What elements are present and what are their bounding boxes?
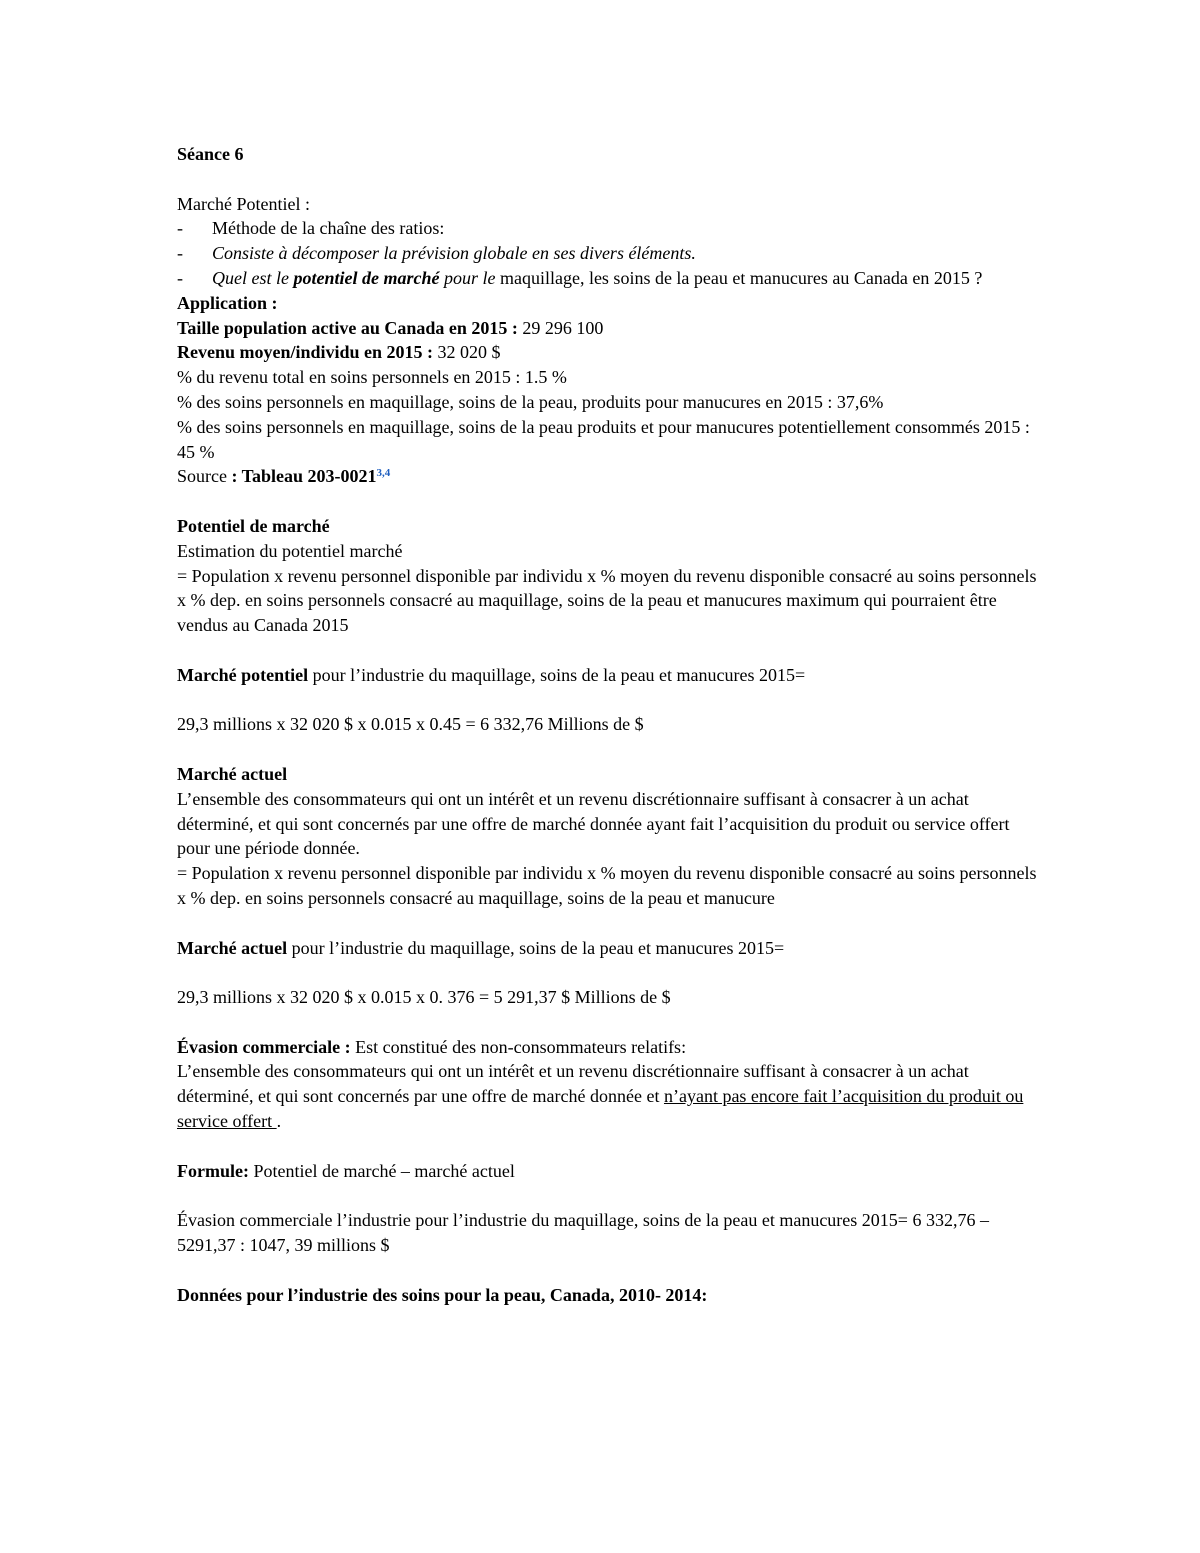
evasion-heading: Évasion commerciale : xyxy=(177,1036,351,1057)
formule-label: Formule: xyxy=(177,1160,249,1181)
donnees-heading: Données pour l’industrie des soins pour la peau, Canada, 2010- 2014: xyxy=(177,1284,708,1305)
revenu-label: Revenu moyen/individu en 2015 : xyxy=(177,342,434,363)
bullet-text: Consiste à décomposer la prévision globale en ses divers éléments. xyxy=(212,243,696,264)
marche-potentiel-heading: Marché Potentiel : xyxy=(177,193,310,214)
revenu-line xyxy=(177,340,1037,365)
actuel-heading: Marché actuel xyxy=(177,763,288,784)
spacer xyxy=(177,638,1037,663)
actuel-formula: = Population x revenu personnel disponible par individu x % moyen du revenu disponible consacré au soins personnels x % dep. en soins personnels consacré au maquillage, soins de la peau et manucure xyxy=(177,863,1037,908)
spacer xyxy=(177,737,1037,762)
marche-potentiel-line xyxy=(177,663,1037,688)
estimation-line: Estimation du potentiel marché xyxy=(177,540,403,561)
list-item-methode xyxy=(177,216,1037,241)
bullet-dash: - xyxy=(177,267,183,288)
application-heading: Application : xyxy=(177,292,278,313)
population-line xyxy=(177,316,1037,341)
potentiel-formula: = Population x revenu personnel disponible par individu x % moyen du revenu disponible consacré au soins personnels x % dep. en soins personnels consacré au maquillage, soins de la peau et manucures maximum qui pourraient être vendus au Canada 2015 xyxy=(177,565,1037,636)
spacer xyxy=(177,688,1037,713)
marche-potentiel-rest: pour l’industrie du maquillage, soins de la peau et manucures 2015= xyxy=(308,664,806,685)
evasion-definition xyxy=(177,1059,1037,1133)
source-line xyxy=(177,464,1037,489)
actuel-calculation: 29,3 millions x 32 020 $ x 0.015 x 0. 376 = 5 291,37 $ Millions de $ xyxy=(177,987,671,1008)
footnote-link[interactable]: 3,4 xyxy=(376,467,391,480)
list-item-question xyxy=(177,266,1037,291)
pct-revenu-line: % du revenu total en soins personnels en 2015 : 1.5 % xyxy=(177,367,567,388)
pct-potentiel-line: % des soins personnels en maquillage, soins de la peau produits et pour manucures potentiellement consommés 2015 : 45 % xyxy=(177,416,1030,462)
bullet-text: Méthode de la chaîne des ratios: xyxy=(212,218,445,239)
marche-potentiel-bold: Marché potentiel xyxy=(177,664,309,685)
bullet-dash: - xyxy=(177,243,183,264)
potentiel-heading: Potentiel de marché xyxy=(177,515,330,536)
list-item-consiste xyxy=(177,241,1037,266)
spacer xyxy=(177,1183,1037,1208)
question-bold-term: potentiel de marché xyxy=(293,267,440,288)
bullet-dash: - xyxy=(177,218,183,239)
spacer xyxy=(177,960,1037,985)
formule-rest: Potentiel de marché – marché actuel xyxy=(248,1160,515,1181)
spacer xyxy=(177,167,1037,192)
actuel-definition: L’ensemble des consommateurs qui ont un intérêt et un revenu discrétionnaire suffisant à consacrer à un achat déterminé, et qui sont concernés par une offre de marché donnée ayant fait l’acquisition du produit ou service offert pour une période donnée. xyxy=(177,788,1010,859)
marche-actuel-bold: Marché actuel xyxy=(177,937,288,958)
evasion-heading-line xyxy=(177,1035,1037,1060)
evasion-definition-end: . xyxy=(276,1111,282,1132)
spacer xyxy=(177,911,1037,936)
population-label: Taille population active au Canada en 2015 : xyxy=(177,317,518,338)
evasion-definition-start: L’ensemble des consommateurs qui ont un intérêt et un revenu discrétionnaire suffisant à consacrer à un achat déterminé, et qui sont concernés par une offre de marché donnée et xyxy=(177,1061,969,1107)
potentiel-calculation: 29,3 millions x 32 020 $ x 0.015 x 0.45 = 6 332,76 Millions de $ xyxy=(177,714,644,735)
question-italic-mid: pour le xyxy=(439,267,496,288)
pct-soins-line: % des soins personnels en maquillage, soins de la peau, produits pour manucures en 2015 : 37,6% xyxy=(177,391,884,412)
spacer xyxy=(177,1134,1037,1159)
revenu-value: 32 020 $ xyxy=(433,342,501,363)
document-body xyxy=(177,142,1037,1307)
evasion-calculation: Évasion commerciale l’industrie pour l’industrie du maquillage, soins de la peau et manucures 2015= 6 332,76 – 5291,37 : 1047, 39 millions $ xyxy=(177,1210,989,1256)
evasion-heading-rest: Est constitué des non-consommateurs relatifs: xyxy=(350,1036,687,1057)
formule-line xyxy=(177,1159,1037,1184)
population-value: 29 296 100 xyxy=(517,317,604,338)
spacer xyxy=(177,489,1037,514)
marche-actuel-rest: pour l’industrie du maquillage, soins de la peau et manucures 2015= xyxy=(287,937,785,958)
source-table: Tableau 203-0021 xyxy=(241,466,377,487)
source-colon: : xyxy=(231,466,242,487)
question-italic-start: Quel est le xyxy=(212,267,294,288)
source-label: Source xyxy=(177,466,232,487)
spacer xyxy=(177,1258,1037,1283)
bullet-text xyxy=(212,266,1037,291)
question-rest: maquillage, les soins de la peau et manucures au Canada en 2015 ? xyxy=(495,267,983,288)
marche-actuel-line xyxy=(177,936,1037,961)
page-title: Séance 6 xyxy=(177,144,244,164)
evasion-definition-underlined: n’ayant pas encore fait l’acquisition du produit ou service offert xyxy=(177,1086,1024,1132)
spacer xyxy=(177,1010,1037,1035)
